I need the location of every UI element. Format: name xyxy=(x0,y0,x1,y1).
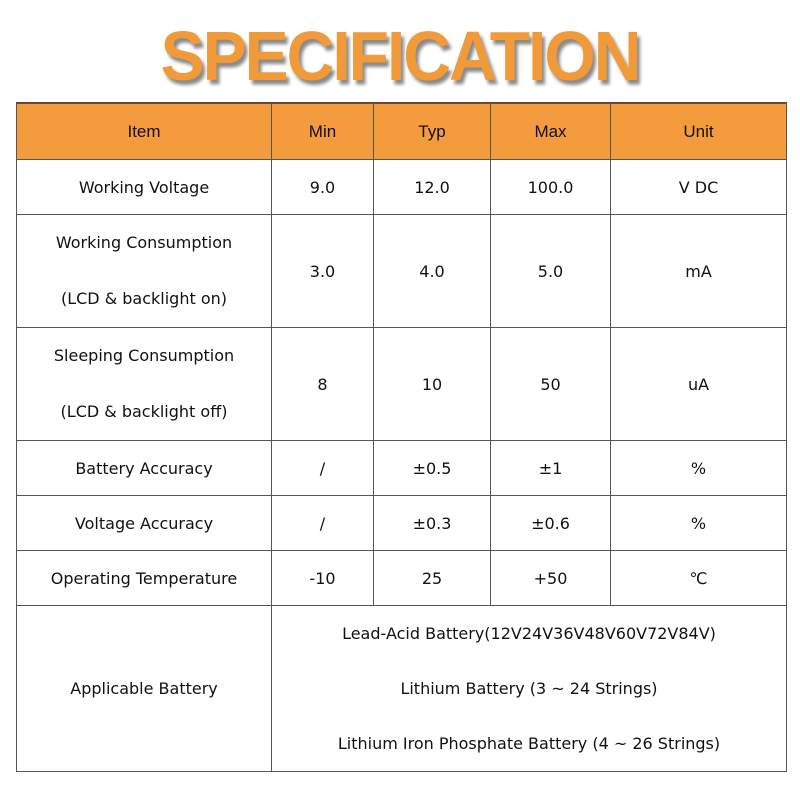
max-cell: 5.0 xyxy=(491,215,611,328)
page-title: SPECIFICATION xyxy=(160,17,640,95)
table-header-row xyxy=(17,103,787,160)
max-cell: 50 xyxy=(491,328,611,441)
item-cell: Battery Accuracy xyxy=(17,441,272,496)
table-row xyxy=(17,551,787,606)
typ-cell: 12.0 xyxy=(374,160,491,215)
typ-cell: ±0.3 xyxy=(374,496,491,551)
header-max: Max xyxy=(491,103,611,160)
header-min: Min xyxy=(272,103,374,160)
header-item: Item xyxy=(17,103,272,160)
item-cell xyxy=(17,328,272,441)
specification-table xyxy=(16,102,787,772)
applicable-battery-label: Applicable Battery xyxy=(17,606,272,772)
typ-cell: 4.0 xyxy=(374,215,491,328)
unit-cell: % xyxy=(611,496,787,551)
item-line: (LCD & backlight off) xyxy=(60,402,228,421)
min-cell: 8 xyxy=(272,328,374,441)
min-cell: / xyxy=(272,496,374,551)
applicable-battery-list xyxy=(272,606,787,772)
item-line: Sleeping Consumption xyxy=(53,346,235,365)
typ-cell: 25 xyxy=(374,551,491,606)
battery-type-line: Lithium Battery (3 ~ 24 Strings) xyxy=(400,679,658,698)
item-cell xyxy=(17,215,272,328)
item-cell: Operating Temperature xyxy=(17,551,272,606)
header-unit: Unit xyxy=(611,103,787,160)
table-row xyxy=(17,160,787,215)
max-cell: 100.0 xyxy=(491,160,611,215)
max-cell: ±1 xyxy=(491,441,611,496)
table-row xyxy=(17,496,787,551)
table-row xyxy=(17,441,787,496)
max-cell: ±0.6 xyxy=(491,496,611,551)
item-line: (LCD & backlight on) xyxy=(60,289,228,308)
battery-type-line: Lithium Iron Phosphate Battery (4 ~ 26 Strings) xyxy=(337,734,721,753)
min-cell: / xyxy=(272,441,374,496)
unit-cell: V DC xyxy=(611,160,787,215)
item-line: Working Consumption xyxy=(55,233,233,252)
item-cell: Working Voltage xyxy=(17,160,272,215)
unit-cell: % xyxy=(611,441,787,496)
min-cell: -10 xyxy=(272,551,374,606)
max-cell: +50 xyxy=(491,551,611,606)
unit-cell: uA xyxy=(611,328,787,441)
applicable-battery-row xyxy=(17,606,787,772)
item-cell: Voltage Accuracy xyxy=(17,496,272,551)
table-row xyxy=(17,328,787,441)
battery-type-line: Lead-Acid Battery(12V24V36V48V60V72V84V) xyxy=(342,624,716,643)
typ-cell: 10 xyxy=(374,328,491,441)
unit-cell: mA xyxy=(611,215,787,328)
table-row xyxy=(17,215,787,328)
header-typ: Typ xyxy=(374,103,491,160)
unit-cell: ℃ xyxy=(611,551,787,606)
min-cell: 9.0 xyxy=(272,160,374,215)
min-cell: 3.0 xyxy=(272,215,374,328)
typ-cell: ±0.5 xyxy=(374,441,491,496)
